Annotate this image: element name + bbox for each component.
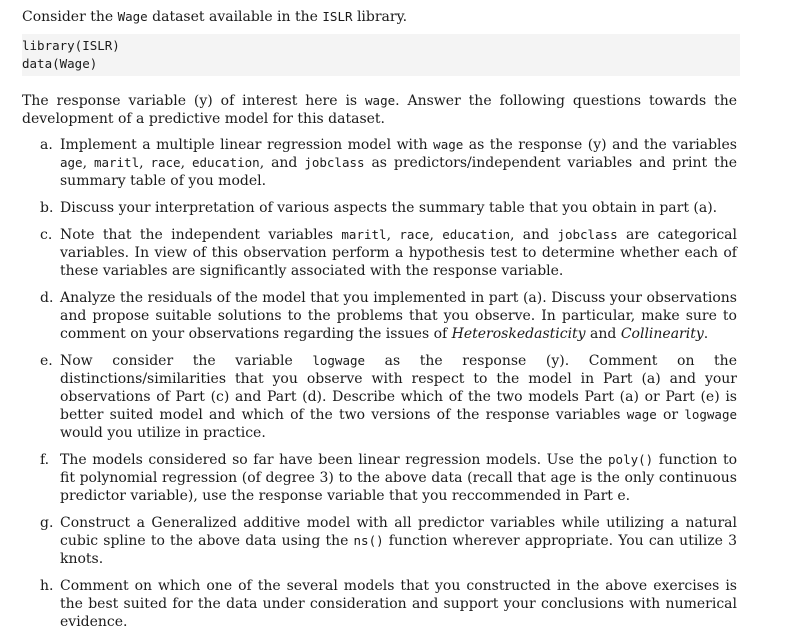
question-text: would you utilize in practice.	[60, 425, 266, 441]
inline-code: jobclass	[304, 155, 365, 170]
question-text: function to fit polynomial regression (of degree 3) to the above data (recall that age is the only continuous predictor variable), use the response variable that you reccommended in Part e.	[60, 452, 738, 504]
question-marker: g.	[40, 515, 54, 531]
question-marker: e.	[40, 353, 53, 369]
question-text: Now consider the variable	[60, 353, 313, 369]
question-text: Implement a multiple linear regression model with	[60, 137, 434, 153]
question-text: .	[703, 326, 709, 342]
question-list	[22, 136, 737, 631]
question-text: ,	[180, 155, 192, 171]
inline-code: wage	[433, 137, 464, 152]
question-text: ,	[429, 227, 443, 243]
question-marker: f.	[40, 452, 50, 468]
question-g	[40, 514, 737, 568]
question-h	[40, 577, 737, 631]
question-marker: h.	[40, 578, 54, 594]
question-text: ,	[386, 227, 400, 243]
question-text: are categorical variables. In view of this observation perform a hypothesis test to determine whether each of these variables are significantly associated with the response variable.	[60, 227, 737, 279]
question-b	[40, 199, 737, 217]
question-marker: a.	[40, 137, 53, 153]
question-marker: d.	[40, 290, 54, 306]
intro-text: library.	[352, 9, 408, 25]
question-text: Note that the independent variables	[60, 227, 342, 243]
intro-paragraph	[22, 8, 737, 26]
inline-code: wage	[626, 407, 657, 422]
question-text: ,	[82, 155, 94, 171]
inline-code: jobclass	[557, 227, 618, 242]
question-text: , and	[259, 155, 305, 171]
inline-code: education	[191, 155, 260, 170]
question-text: or	[656, 407, 685, 423]
question-d	[40, 289, 737, 343]
question-f	[40, 451, 737, 505]
question-text: and	[585, 326, 621, 342]
question-e	[40, 352, 737, 442]
question-text: ,	[139, 155, 151, 171]
response-text: The response variable (y) of interest here is	[22, 93, 366, 109]
inline-code: logwage	[312, 353, 366, 368]
emphasis-term: Collinearity	[620, 326, 704, 342]
emphasis-term: Heteroskedasticity	[451, 326, 586, 342]
question-text: function wherever appropriate. You can utilize 3 knots.	[60, 533, 737, 567]
question-text: The models considered so far have been linear regression models. Use the	[60, 452, 609, 468]
inline-code: wage	[365, 93, 396, 108]
code-block	[22, 34, 740, 76]
question-marker: c.	[40, 227, 53, 243]
intro-text: Consider the	[22, 9, 118, 25]
question-text: as predictors/independent variables and print the summary table of you model.	[60, 155, 738, 189]
question-text: as the response (y). Comment on the distinctions/similarities that you observe with respect to the model in Part (a) and your observations of Part (c) and Part (d). Describe which of the two models Part (a) or Part (e) is better suited model and which of the two versions of the response variables	[60, 353, 737, 423]
inline-code: age	[60, 155, 83, 170]
inline-code: maritl	[341, 227, 387, 242]
question-text: Construct a Generalized additive model with all predictor variables while utilizing a natural cubic spline to the above data using the	[60, 515, 737, 549]
question-c	[40, 226, 737, 280]
question-text: as the response (y) and the variables	[463, 137, 737, 153]
question-text: Analyze the residuals of the model that you implemented in part (a). Discuss your observations and propose suitable solutions to the problems that you observe. In particular, make sure to comment on your observations regarding the issues of	[60, 290, 737, 342]
question-marker: b.	[40, 200, 54, 216]
inline-code: race	[150, 155, 181, 170]
question-text: , and	[510, 227, 558, 243]
inline-code: Wage	[117, 9, 148, 24]
inline-code: ns()	[353, 533, 384, 548]
inline-code: race	[399, 227, 430, 242]
question-text: Comment on which one of the several models that you constructed in the above exercises is the best suited for the data under consideration and support your conclusions with numerical evidence.	[60, 578, 737, 630]
response-text: . Answer the following questions towards the development of a predictive model for this dataset.	[22, 93, 738, 127]
code-line: library(ISLR)	[22, 38, 120, 53]
inline-code: logwage	[684, 407, 737, 422]
inline-code: education	[442, 227, 510, 242]
inline-code: maritl	[93, 155, 140, 170]
question-a	[40, 136, 737, 190]
response-paragraph	[22, 92, 737, 128]
code-line: data(Wage)	[22, 56, 98, 71]
question-text: Discuss your interpretation of various aspects the summary table that you obtain in part (a).	[60, 200, 718, 216]
inline-code: ISLR	[322, 9, 353, 24]
intro-text: dataset available in the	[147, 9, 323, 25]
inline-code: poly()	[608, 452, 654, 467]
